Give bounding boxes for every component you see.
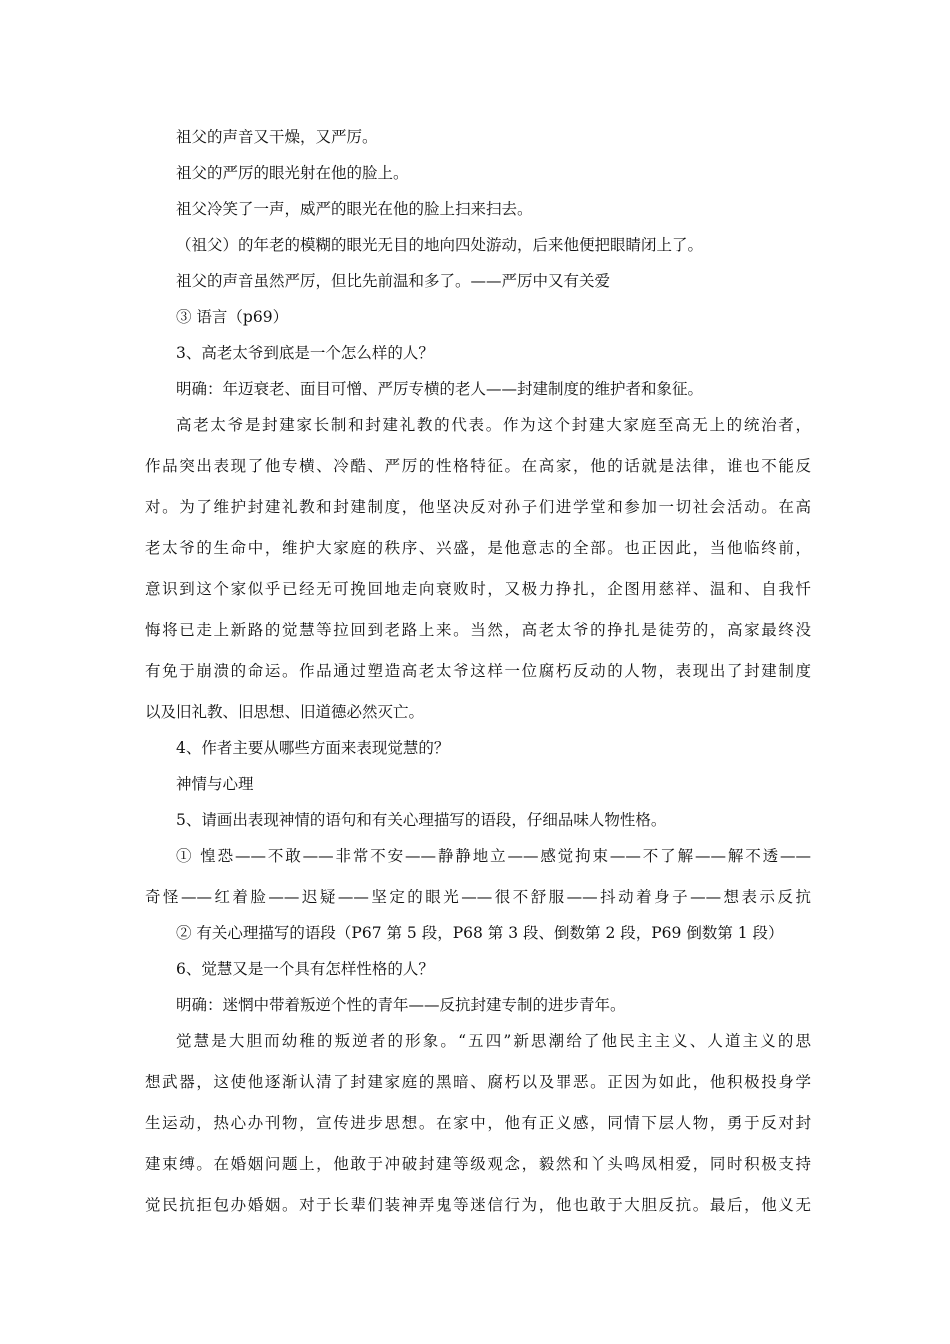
text-line: 祖父冷笑了一声，威严的眼光在他的脸上扫来扫去。	[176, 200, 533, 218]
text-line: 觉民抗拒包办婚姻。对于长辈们装神弄鬼等迷信行为，他也敢于大胆反抗。最后，他义无	[145, 1196, 811, 1214]
text-line: 奇怪——红着脸——迟疑——坚定的眼光——很不舒服——抖动着身子——想表示反抗	[145, 888, 811, 906]
text-line: 5、请画出表现神情的语句和有关心理描写的语段，仔细品味人物性格。	[176, 811, 667, 829]
text-line: 有免于崩溃的命运。作品通过塑造高老太爷这样一位腐朽反动的人物，表现出了封建制度	[145, 662, 811, 680]
text-line: 明确：迷惘中带着叛逆个性的青年——反抗封建专制的进步青年。	[176, 996, 626, 1014]
text-line: 祖父的严厉的眼光射在他的脸上。	[176, 164, 409, 182]
text-line: ③ 语言（p69）	[176, 308, 289, 326]
text-line: 对。为了维护封建礼教和封建制度，他坚决反对孙子们进学堂和参加一切社会活动。在高	[145, 498, 811, 516]
text-line: 高老太爷是封建家长制和封建礼教的代表。作为这个封建大家庭至高无上的统治者，	[176, 416, 811, 434]
text-line: 想武器，这使他逐渐认清了封建家庭的黑暗、腐朽以及罪恶。正因为如此，他积极投身学	[145, 1073, 811, 1091]
text-line: 老太爷的生命中，维护大家庭的秩序、兴盛，是他意志的全部。也正因此，当他临终前，	[145, 539, 811, 557]
text-line: 生运动，热心办刊物，宣传进步思想。在家中，他有正义感，同情下层人物，勇于反对封	[145, 1114, 811, 1132]
text-line: 神情与心理	[176, 775, 254, 793]
text-line: 意识到这个家似乎已经无可挽回地走向衰败时，又极力挣扎，企图用慈祥、温和、自我忏	[145, 580, 811, 598]
text-line: 祖父的声音虽然严厉，但比先前温和多了。——严厉中又有关爱	[176, 272, 611, 290]
text-line: 祖父的声音又干燥，又严厉。	[176, 128, 378, 146]
text-line: 建束缚。在婚姻问题上，他敢于冲破封建等级观念，毅然和丫头鸣凤相爱，同时积极支持	[145, 1155, 811, 1173]
text-line: 3、高老太爷到底是一个怎么样的人？	[176, 344, 434, 362]
text-line: 以及旧礼教、旧思想、旧道德必然灭亡。	[145, 703, 425, 721]
text-line: 4、作者主要从哪些方面来表现觉慧的？	[176, 739, 450, 757]
text-line: 悔将已走上新路的觉慧等拉回到老路上来。当然，高老太爷的挣扎是徒劳的，高家最终没	[145, 621, 811, 639]
text-line: 明确：年迈衰老、面目可憎、严厉专横的老人——封建制度的维护者和象征。	[176, 380, 704, 398]
text-line: ① 惶恐——不敢——非常不安——静静地立——感觉拘束——不了解——解不透——	[176, 847, 811, 865]
text-line: 觉慧是大胆而幼稚的叛逆者的形象。“五四”新思潮给了他民主主义、人道主义的思	[176, 1032, 811, 1050]
text-line: 作品突出表现了他专横、冷酷、严厉的性格特征。在高家，他的话就是法律，谁也不能反	[145, 457, 811, 475]
text-line: ② 有关心理描写的语段（P67 第 5 段，P68 第 3 段、倒数第 2 段，P69 倒数第 1 段）	[176, 924, 784, 942]
text-line: 6、觉慧又是一个具有怎样性格的人？	[176, 960, 434, 978]
text-line: （祖父）的年老的模糊的眼光无目的地向四处游动，后来他便把眼睛闭上了。	[176, 236, 704, 254]
